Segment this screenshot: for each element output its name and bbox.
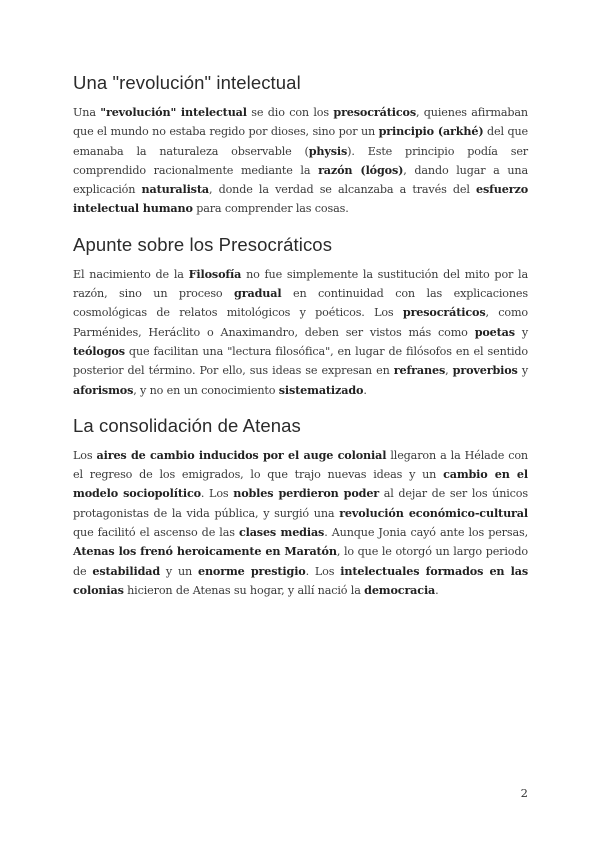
text-run: , lo que le otorgó un largo periodo de — [73, 545, 528, 578]
text-run: no fue simplemente la sustitución del mito por la razón, sino un proceso — [73, 267, 528, 301]
text-run: . Los — [305, 564, 341, 578]
text-run: , — [445, 364, 453, 378]
bold-text-run: presocráticos — [402, 305, 486, 320]
text-run: y un — [160, 564, 198, 578]
text-run: para comprender las cosas. — [192, 202, 349, 216]
bold-text-run: proverbios — [452, 363, 518, 378]
bold-text-run: Filosofía — [188, 266, 242, 281]
bold-text-run: presocráticos — [333, 105, 416, 119]
text-run: . — [363, 383, 367, 397]
text-run: Una — [73, 106, 101, 119]
section-heading: Apunte sobre los Presocráticos — [73, 233, 333, 255]
bold-text-run: clases medias — [238, 525, 325, 540]
bold-text-run: aires de cambio inducidos por el auge colonial — [96, 447, 387, 462]
bold-text-run: revolución económico-cultural — [339, 505, 528, 520]
bold-text-run: razón (lógos) — [318, 162, 404, 177]
document-page — [73, 72, 528, 615]
section-consolidacion-atenas — [73, 415, 528, 600]
text-run: al dejar de ser los únicos protagonistas de la vida pública, y surgió una — [73, 487, 528, 520]
bold-text-run: sistematizado — [278, 382, 364, 397]
text-run: que facilitó el ascenso de las — [73, 526, 239, 540]
bold-text-run: esfuerzo intelectual humano — [73, 182, 529, 216]
text-run: Los — [73, 448, 97, 462]
text-run: , y no en un conocimiento — [133, 383, 279, 397]
bold-text-run: Atenas los frenó heroicamente en Maratón — [73, 544, 337, 559]
bold-text-run: poetas — [474, 324, 515, 339]
bold-text-run: gradual — [234, 286, 282, 301]
bold-text-run: naturalista — [141, 182, 209, 197]
text-run: y — [517, 364, 528, 378]
text-run: , donde la verdad se alcanzaba a través del — [208, 183, 477, 197]
section-paragraph — [73, 265, 528, 400]
bold-text-run: "revolución" intelectual — [100, 105, 247, 119]
bold-text-run: principio (arkhé) — [378, 124, 484, 139]
bold-text-run: enorme prestigio — [197, 563, 306, 578]
text-run: El nacimiento de la — [73, 267, 189, 281]
text-run: , dando lugar a una explicación — [73, 163, 529, 197]
bold-text-run: nobles perdieron poder — [233, 486, 380, 501]
text-run: , como Parménides, Heráclito o Anaximandro, deben ser vistos más como — [73, 306, 528, 339]
text-run: ). Este principio podía ser comprendido racionalmente mediante la — [73, 144, 528, 177]
text-run: del que emanaba la naturaleza observable ( — [73, 125, 529, 158]
bold-text-run: estabilidad — [92, 563, 161, 578]
text-run: , quienes afirmaban que el mundo no estaba regido por dioses, sino por un — [73, 106, 528, 139]
bold-text-run: aforismos — [73, 382, 134, 397]
text-run: que facilitan una "lectura filosófica", en lugar de filósofos en el sentido posterior del término. Por ello, sus ideas se expresan en — [73, 344, 528, 378]
bold-text-run: cambio en el modelo sociopolítico — [73, 467, 528, 501]
text-run: se dio con los — [246, 106, 334, 119]
text-run: . Los — [200, 487, 234, 501]
section-heading: Una "revolución" intelectual — [73, 72, 301, 93]
section-paragraph — [73, 446, 528, 600]
text-run: llegaron a la Hélade con el regreso de los emigrados, lo que trajo nuevas ideas y un — [73, 448, 528, 482]
bold-text-run: physis — [308, 143, 348, 158]
bold-text-run: intelectuales formados en las colonias — [73, 563, 528, 597]
bold-text-run: democracia — [364, 582, 436, 597]
text-run: hicieron de Atenas su hogar, y allí nació la — [123, 583, 365, 597]
section-apunte-presocraticos — [73, 234, 528, 400]
section-paragraph — [73, 103, 528, 219]
text-run: y — [514, 325, 528, 339]
text-run: en continuidad con las explicaciones cosmológicas de relatos mitológicos y poéticos. Los — [73, 287, 528, 320]
section-revolucion-intelectual — [73, 72, 528, 219]
bold-text-run: refranes — [393, 363, 446, 378]
text-run: . Aunque Jonia cayó ante los persas, — [324, 526, 528, 540]
page-number: 2 — [520, 786, 528, 800]
text-run: . — [435, 583, 439, 597]
section-heading: La consolidación de Atenas — [73, 414, 301, 436]
bold-text-run: teólogos — [73, 343, 125, 358]
